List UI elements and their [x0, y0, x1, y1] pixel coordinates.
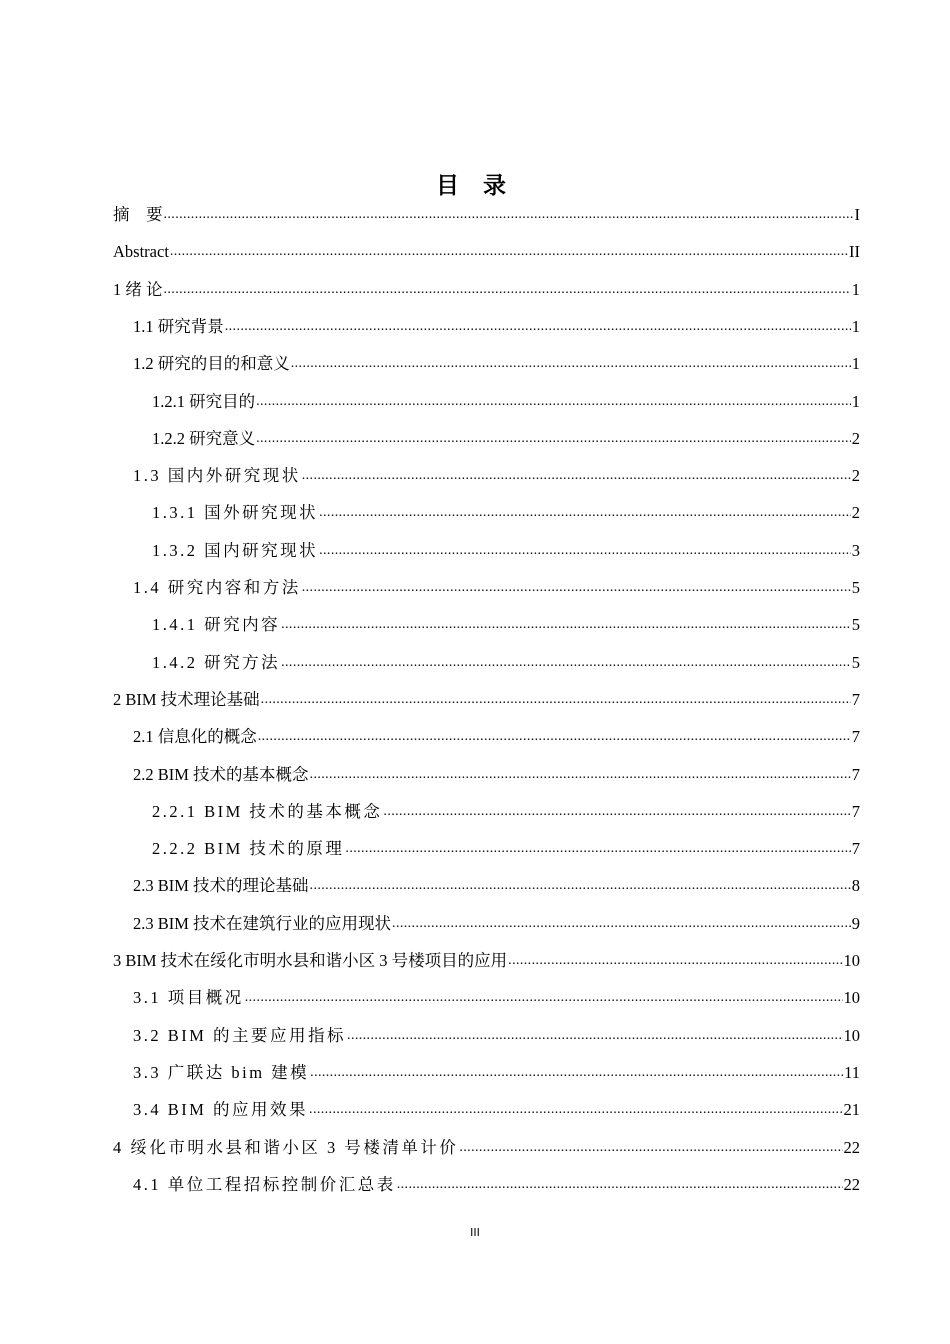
- toc-leader-dots: [164, 281, 851, 301]
- toc-entry-label: 2.2.2 BIM 技术的原理: [152, 839, 345, 859]
- toc-entry-page-number: 7: [851, 764, 860, 784]
- toc-entry[interactable]: [113, 948, 860, 972]
- toc-entry-page-number: 21: [843, 1100, 860, 1120]
- toc-entry-page-number: 7: [851, 727, 860, 747]
- toc-leader-dots: [302, 467, 851, 487]
- toc-entry-page-number: I: [854, 205, 860, 224]
- toc-entry-page-number: 5: [851, 652, 860, 672]
- toc-entry-page-number: 10: [843, 988, 860, 1008]
- toc-entry-page-number: 7: [851, 801, 860, 821]
- toc-entry-label: 2.2.1 BIM 技术的基本概念: [152, 801, 383, 821]
- toc-entry[interactable]: [152, 538, 860, 562]
- toc-entry-label: 2 BIM 技术理论基础: [113, 689, 260, 709]
- toc-entry-page-number: 5: [851, 615, 860, 635]
- toc-entry[interactable]: [152, 426, 860, 450]
- toc-entry[interactable]: [133, 1060, 860, 1084]
- toc-entry-label: 1.2.1 研究目的: [152, 391, 256, 411]
- toc-entry[interactable]: [133, 911, 860, 935]
- toc-entry-label: 1.4.1 研究内容: [152, 615, 281, 635]
- toc-entry-label: 1.2 研究的目的和意义: [133, 354, 290, 374]
- toc-leader-dots: [245, 989, 843, 1009]
- toc-leader-dots: [302, 579, 851, 599]
- toc-entry-page-number: 5: [851, 578, 860, 597]
- toc-leader-dots: [347, 1027, 842, 1047]
- toc-leader-dots: [291, 355, 851, 375]
- toc-entry-page-number: 1: [851, 354, 860, 374]
- toc-entry-page-number: 2: [851, 466, 860, 486]
- toc-entry-label: 3.1 项目概况: [133, 988, 244, 1008]
- toc-entry-label: 4.1 单位工程招标控制价汇总表: [133, 1174, 396, 1194]
- toc-leader-dots: [258, 728, 851, 748]
- toc-entry[interactable]: [152, 612, 860, 636]
- toc-entry[interactable]: [133, 351, 860, 375]
- toc-leader-dots: [309, 1101, 842, 1121]
- toc-entry[interactable]: [113, 1135, 860, 1159]
- toc-entry-page-number: II: [849, 242, 860, 262]
- toc-leader-dots: [508, 952, 842, 972]
- toc-leader-dots: [170, 243, 848, 263]
- toc-leader-dots: [383, 803, 850, 823]
- toc-entry-label: 2.3 BIM 技术在建筑行业的应用现状: [133, 913, 392, 933]
- page-title: 目 录: [435, 173, 514, 199]
- toc-entry[interactable]: [152, 389, 860, 413]
- toc-entry[interactable]: [133, 1023, 860, 1047]
- toc-entry-label: 2.3 BIM 技术的理论基础: [133, 876, 309, 896]
- toc-entry[interactable]: [133, 873, 860, 897]
- toc-entry-label: 2.1 信息化的概念: [133, 727, 257, 747]
- toc-entry[interactable]: [133, 985, 860, 1009]
- toc-leader-dots: [261, 691, 851, 711]
- toc-entry-page-number: 7: [851, 689, 860, 709]
- toc-entry[interactable]: [113, 277, 860, 301]
- toc-entry-page-number: 9: [851, 913, 860, 933]
- toc-entry[interactable]: [133, 762, 860, 786]
- toc-entry[interactable]: [133, 1097, 860, 1121]
- toc-entry[interactable]: [113, 239, 860, 263]
- toc-entry-page-number: 3: [851, 540, 860, 560]
- toc-entry-label: 摘 要: [113, 205, 163, 224]
- toc-entry-label: 2.2 BIM 技术的基本概念: [133, 764, 309, 784]
- toc-entry-label: Abstract: [113, 242, 169, 262]
- toc-leader-dots: [256, 393, 851, 413]
- toc-entry[interactable]: [113, 687, 860, 711]
- toc-entry-page-number: 10: [843, 1025, 860, 1045]
- toc-entry-label: 1.1 研究背景: [133, 316, 224, 336]
- toc-entry-page-number: 1: [851, 391, 860, 411]
- toc-leader-dots: [281, 654, 851, 674]
- toc-entry-label: 1.4 研究内容和方法: [133, 578, 301, 597]
- toc-leader-dots: [392, 915, 851, 935]
- toc-leader-dots: [225, 318, 851, 338]
- toc-entry[interactable]: [133, 314, 860, 338]
- toc-entry-label: 3.4 BIM 的应用效果: [133, 1100, 309, 1120]
- toc-entry-page-number: 1: [851, 316, 860, 336]
- toc-leader-dots: [459, 1139, 842, 1159]
- toc-leader-dots: [164, 206, 854, 226]
- toc-entry-label: 1.3.2 国内研究现状: [152, 540, 319, 560]
- toc-leader-dots: [319, 542, 851, 562]
- toc-entry-label: 1.3 国内外研究现状: [133, 466, 301, 486]
- toc-entry[interactable]: [152, 836, 860, 860]
- toc-entry[interactable]: [133, 575, 860, 599]
- toc-entry-page-number: 1: [851, 279, 860, 299]
- toc-entry[interactable]: [133, 724, 860, 748]
- toc-entry-label: 4 绥化市明水县和谐小区 3 号楼清单计价: [113, 1137, 459, 1157]
- toc-entry-page-number: 22: [843, 1174, 860, 1194]
- toc-entry-page-number: 2: [851, 503, 860, 523]
- toc-entry-page-number: 22: [843, 1137, 860, 1157]
- toc-entry-page-number: 8: [851, 876, 860, 896]
- toc-entry[interactable]: [152, 500, 860, 524]
- toc-entry-label: 1.2.2 研究意义: [152, 428, 256, 448]
- toc-entry-page-number: 2: [851, 428, 860, 448]
- toc-entry-label: 1 绪 论: [113, 279, 163, 299]
- toc-entry-page-number: 11: [844, 1062, 860, 1082]
- toc-entry-label: 1.4.2 研究方法: [152, 652, 281, 672]
- toc-leader-dots: [345, 840, 850, 860]
- toc-leader-dots: [310, 1064, 843, 1084]
- toc-entry[interactable]: [152, 799, 860, 823]
- page-number-footer: III: [470, 1226, 480, 1239]
- toc-entry[interactable]: [113, 202, 860, 226]
- toc-entry[interactable]: [133, 1172, 860, 1196]
- toc-entry-label: 3.3 广联达 bim 建模: [133, 1062, 310, 1082]
- toc-entry-label: 1.3.1 国外研究现状: [152, 503, 319, 523]
- toc-entry-label: 3.2 BIM 的主要应用指标: [133, 1025, 347, 1045]
- toc-leader-dots: [319, 504, 851, 524]
- toc-entry-page-number: 7: [851, 839, 860, 859]
- toc-leader-dots: [281, 616, 851, 636]
- toc-leader-dots: [397, 1176, 843, 1196]
- toc-leader-dots: [310, 877, 851, 897]
- toc-entry-label: 3 BIM 技术在绥化市明水县和谐小区 3 号楼项目的应用: [113, 951, 508, 970]
- toc-leader-dots: [256, 430, 851, 450]
- toc-entry[interactable]: [133, 463, 860, 487]
- toc-leader-dots: [310, 766, 851, 786]
- toc-entry-page-number: 10: [843, 951, 860, 970]
- toc-entry[interactable]: [152, 650, 860, 674]
